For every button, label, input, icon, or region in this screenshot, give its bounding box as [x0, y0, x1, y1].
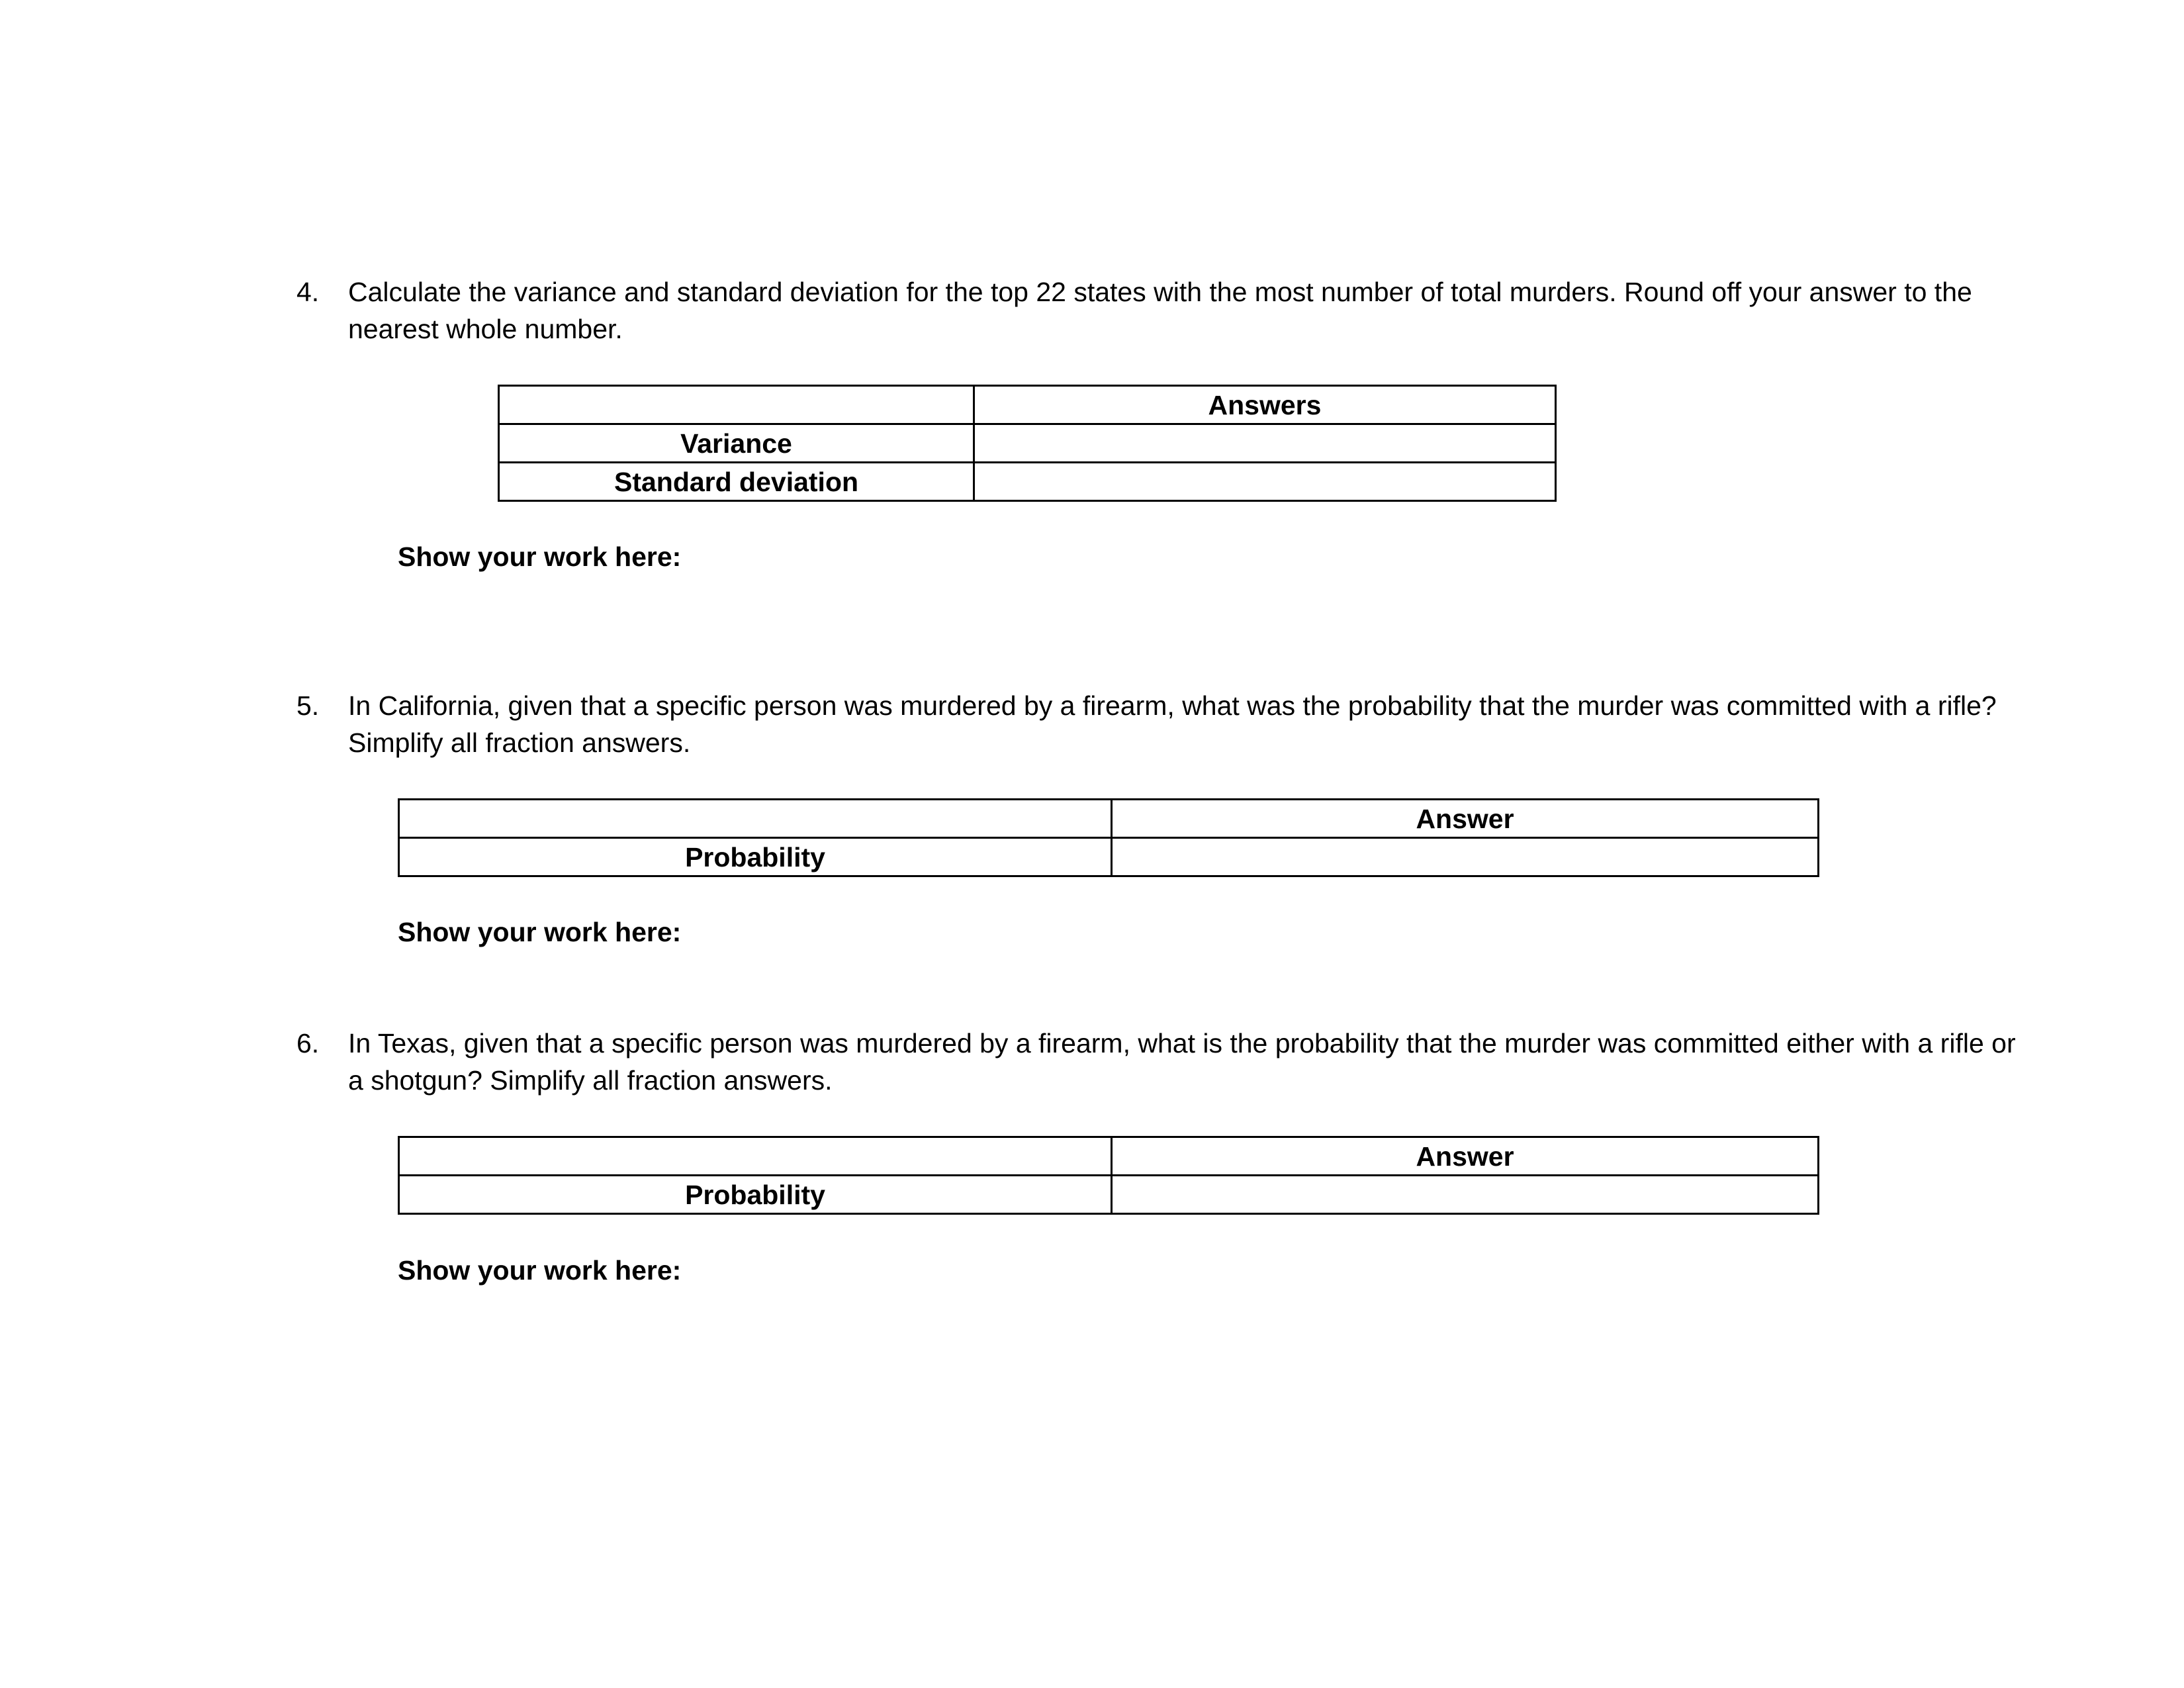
show-work-label-q4: Show your work here: — [398, 541, 682, 572]
header-answer-cell: Answer — [1112, 800, 1819, 838]
row-label-standard-deviation: Standard deviation — [499, 463, 974, 501]
question-number: 4. — [296, 277, 320, 307]
answer-table-q6 — [398, 1136, 1819, 1215]
row-label-probability: Probability — [399, 838, 1112, 876]
question-number: 5. — [296, 690, 320, 721]
header-answer-cell: Answer — [1112, 1137, 1819, 1176]
show-work-label-q6: Show your work here: — [398, 1255, 682, 1286]
row-label-variance: Variance — [499, 424, 974, 463]
show-work-label-q5: Show your work here: — [398, 917, 682, 947]
question-number: 6. — [296, 1028, 320, 1058]
header-answers-cell: Answers — [974, 386, 1556, 424]
answer-cell-probability[interactable] — [1112, 1176, 1819, 1214]
answer-table-q4 — [498, 385, 1557, 502]
header-blank-cell — [499, 386, 974, 424]
header-blank-cell — [399, 800, 1112, 838]
header-blank-cell — [399, 1137, 1112, 1176]
question-text: Calculate the variance and standard deviation for the top 22 states with the most number of total murders. Round off your answer to the nearest whole number. — [348, 277, 1972, 344]
answer-cell-variance[interactable] — [974, 424, 1556, 463]
question-text: In California, given that a specific person was murdered by a firearm, what was the probability that the murder was committed with a rifle? Simplify all fraction answers. — [348, 690, 1997, 758]
answer-cell-standard-deviation[interactable] — [974, 463, 1556, 501]
answer-cell-probability[interactable] — [1112, 838, 1819, 876]
answer-table-q5 — [398, 798, 1819, 877]
question-text: In Texas, given that a specific person was murdered by a firearm, what is the probability that the murder was committed either with a rifle or a shotgun? Simplify all fraction answers. — [348, 1028, 2016, 1096]
row-label-probability: Probability — [399, 1176, 1112, 1214]
